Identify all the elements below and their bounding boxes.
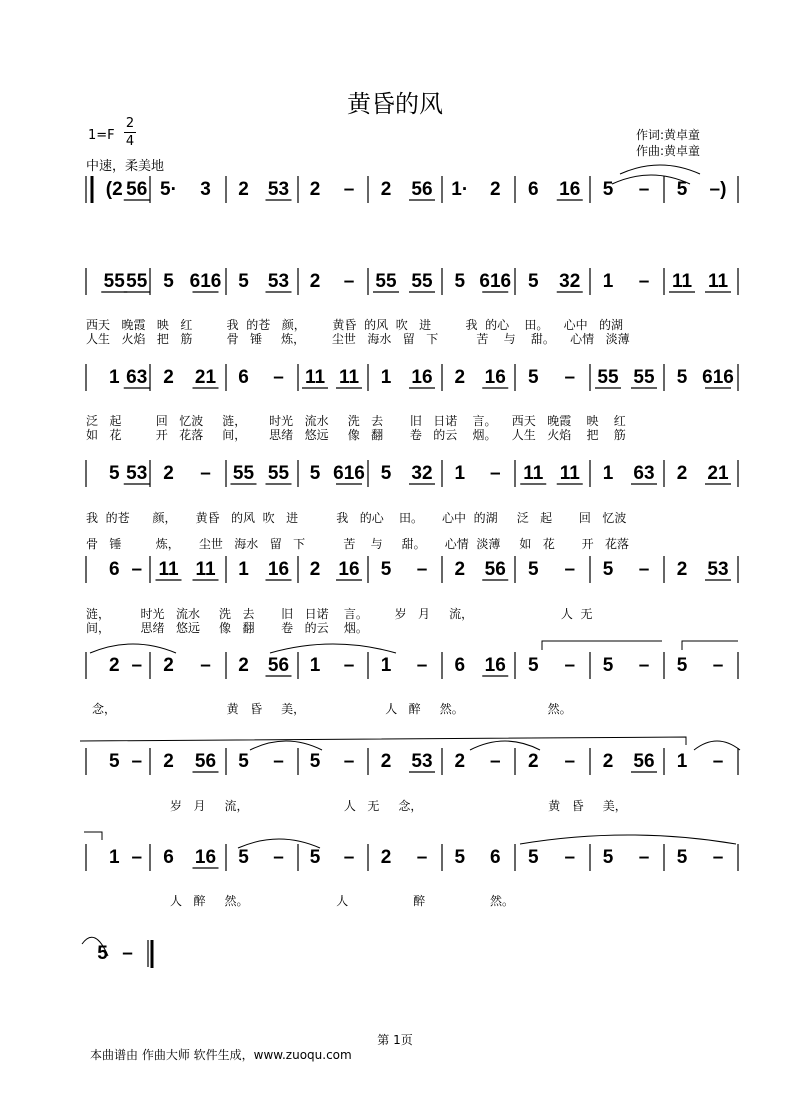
note: – (122, 943, 133, 964)
note: – (416, 559, 428, 580)
note: – (489, 463, 501, 484)
page-number: 第 1页 (377, 1033, 413, 1047)
note: – (564, 847, 576, 868)
note: 1 (108, 367, 120, 388)
volta-bracket (80, 737, 686, 745)
note: 2 (454, 751, 466, 772)
note: 2 (676, 463, 688, 484)
note: 5 (454, 847, 466, 868)
note: 16 (194, 847, 217, 868)
note: 5 (309, 847, 321, 868)
slur (694, 741, 740, 750)
note: – (638, 847, 650, 868)
note: 1 (380, 655, 392, 676)
note: 1 (108, 847, 120, 868)
composer: 作曲:黄卓童 (636, 144, 701, 158)
note: 11 (195, 559, 216, 580)
note: – (343, 847, 355, 868)
note: 55 (267, 463, 290, 484)
volta-bracket (682, 641, 738, 650)
note: 3 (200, 179, 211, 200)
time-numerator: 2 (125, 116, 135, 131)
key-signature: 1=F (88, 128, 115, 143)
note: 6 (527, 179, 539, 200)
note: – (131, 655, 143, 676)
volta-bracket (542, 641, 662, 650)
note: 5 (108, 751, 120, 772)
note: 5 (676, 367, 688, 388)
note: 6 (163, 847, 174, 868)
note: 56 (126, 179, 148, 200)
note: – (131, 559, 143, 580)
note: 16 (559, 179, 581, 200)
note: 1 (454, 463, 466, 484)
note: 5 (602, 655, 614, 676)
note: 6 (108, 559, 120, 580)
note: – (564, 655, 576, 676)
note: – (712, 655, 724, 676)
note: 2 (380, 179, 392, 200)
note: 5 (97, 943, 108, 964)
note: 55 (103, 271, 125, 292)
note: 56 (484, 559, 506, 580)
note: – (273, 367, 284, 388)
note: 5 (238, 271, 249, 292)
note: 5 (238, 847, 249, 868)
note: 56 (633, 751, 655, 772)
time-denominator: 4 (125, 134, 135, 149)
note: 55 (232, 463, 255, 484)
note: – (638, 655, 650, 676)
song-title: 黄昏的风 (347, 90, 443, 118)
note: 2 (454, 559, 466, 580)
note: 5 (527, 559, 539, 580)
note: 2 (380, 751, 392, 772)
note: 16 (411, 367, 433, 388)
note: 5 (163, 271, 174, 292)
note: 6 (238, 367, 249, 388)
note: 5 (676, 847, 688, 868)
note: 5 (454, 271, 466, 292)
note: –) (709, 179, 727, 200)
note: 2 (238, 655, 249, 676)
note: 5 (238, 751, 249, 772)
note: 55 (411, 271, 433, 292)
slur (470, 741, 540, 750)
note: 6 (489, 847, 501, 868)
note: 2 (163, 367, 174, 388)
note: 616 (333, 463, 365, 484)
note: 32 (559, 271, 581, 292)
slur (90, 644, 176, 653)
note: 55 (633, 367, 655, 388)
note: 2 (527, 751, 539, 772)
slur (250, 741, 322, 750)
note: 11 (338, 367, 360, 388)
note: 2 (309, 179, 321, 200)
note: 21 (707, 463, 729, 484)
note: 21 (194, 367, 217, 388)
note: 32 (411, 463, 433, 484)
note: – (273, 847, 284, 868)
lyric-line: 我 的苍 颜， 黄昏 的风 吹 进 我 的心 田。 心中 的湖 泛 起 回 忆波 (86, 511, 627, 525)
note: 5 (527, 367, 539, 388)
note: 16 (484, 367, 506, 388)
note: 2 (309, 271, 321, 292)
note: 2 (602, 751, 614, 772)
note: 5 (527, 847, 539, 868)
note: 11 (304, 367, 326, 388)
slur (270, 644, 396, 653)
note: – (564, 751, 576, 772)
note: – (200, 463, 211, 484)
note: – (712, 847, 724, 868)
note: 56 (194, 751, 217, 772)
lyric-line: 如 花 开 花落 间， 思绪 悠远 像 翻 卷 的云 烟。 人生 火焰 把 筋 (86, 428, 626, 442)
note: 1 (676, 751, 688, 772)
note: 55 (126, 271, 148, 292)
note: 55 (375, 271, 397, 292)
volta-bracket (84, 832, 102, 840)
note: 5· (160, 179, 177, 200)
note: 11 (523, 463, 544, 484)
note: 5 (602, 847, 614, 868)
note: 2 (454, 367, 466, 388)
lyric-line: 泛 起 回 忆波 涟， 时光 流水 洗 去 旧 日诺 言。 西天 晚霞 映 红 (86, 414, 626, 428)
note: 1 (380, 367, 392, 388)
note: – (273, 751, 284, 772)
note: 1 (602, 463, 614, 484)
note: 5 (676, 655, 688, 676)
note: 16 (338, 559, 360, 580)
note: 53 (707, 559, 729, 580)
note: 11 (671, 271, 693, 292)
lyric-line: 骨 锤 炼， 尘世 海水 留 下 苦 与 甜。 心情 淡薄 如 花 开 花落 (86, 537, 630, 551)
lyric-line: 间， 思绪 悠远 像 翻 卷 的云 烟。 (86, 621, 368, 635)
note: 5 (309, 463, 321, 484)
note: 2 (163, 655, 174, 676)
note: 53 (267, 179, 290, 200)
note: 6 (454, 655, 466, 676)
lyric-line: 西天 晚霞 映 红 我 的苍 颜， 黄昏 的风 吹 进 我 的心 田。 心中 的湖 (86, 318, 624, 332)
note: 16 (484, 655, 506, 676)
note: 5 (380, 559, 392, 580)
note: 5 (527, 655, 539, 676)
note: – (416, 655, 428, 676)
note: 2 (309, 559, 321, 580)
note: 1 (238, 559, 249, 580)
note: 1 (602, 271, 614, 292)
note: 53 (126, 463, 148, 484)
note: 56 (411, 179, 433, 200)
note: – (343, 751, 355, 772)
note: 5 (380, 463, 392, 484)
note: 53 (411, 751, 433, 772)
notes-layer (97, 179, 734, 964)
note: 2 (489, 179, 501, 200)
note: 1 (309, 655, 321, 676)
note: 63 (633, 463, 655, 484)
note: 2 (380, 847, 392, 868)
note: 5 (602, 179, 614, 200)
note: 616 (702, 367, 734, 388)
note: 56 (267, 655, 290, 676)
note: 63 (126, 367, 148, 388)
note: 2 (676, 559, 688, 580)
lyric-line: 念， 黄 昏 美， 人 醉 然。 然。 (92, 702, 572, 716)
note: 5 (527, 271, 539, 292)
note: 616 (189, 271, 222, 292)
note: 11 (158, 559, 179, 580)
note: 5 (676, 179, 688, 200)
footer-credit: 本曲谱由 作曲大师 软件生成，www.zuoqu.com (90, 1048, 352, 1062)
slur (520, 835, 736, 844)
note: – (416, 847, 428, 868)
note: – (564, 559, 576, 580)
note: 5 (108, 463, 120, 484)
note: 616 (479, 271, 512, 292)
note: 2 (238, 179, 249, 200)
note: – (638, 559, 650, 580)
note: – (712, 751, 724, 772)
lyricist: 作词:黄卓童 (636, 128, 701, 142)
note: – (343, 655, 355, 676)
note: 11 (707, 271, 729, 292)
note: – (200, 655, 211, 676)
note: 2 (163, 463, 174, 484)
note: – (343, 179, 355, 200)
note: 11 (559, 463, 580, 484)
note: 2 (163, 751, 174, 772)
note: 53 (267, 271, 290, 292)
lyric-line: 岁 月 流， 人 无 念， 黄 昏 美， (170, 799, 627, 813)
slur (620, 165, 700, 174)
note: 2 (108, 655, 120, 676)
lyric-line: 人生 火焰 把 筋 骨 锤 炼， 尘世 海水 留 下 苦 与 甜。 心情 淡薄 (86, 332, 630, 346)
note: – (638, 179, 650, 200)
note: 5 (602, 559, 614, 580)
note: 55 (597, 367, 619, 388)
note: 5 (309, 751, 321, 772)
lyric-line: 人 醉 然。 人 醉 然。 (170, 894, 514, 908)
note: – (131, 751, 143, 772)
note: – (131, 847, 143, 868)
tempo-marking: 中速，柔美地 (86, 159, 165, 174)
note: – (343, 271, 355, 292)
note: – (564, 367, 576, 388)
note: 1· (451, 179, 469, 200)
note: (2 (105, 179, 123, 200)
note: – (638, 271, 650, 292)
lyric-line: 涟， 时光 流水 洗 去 旧 日诺 言。 岁 月 流， 人 无 (86, 607, 593, 621)
note: – (489, 751, 501, 772)
note: 16 (267, 559, 290, 580)
